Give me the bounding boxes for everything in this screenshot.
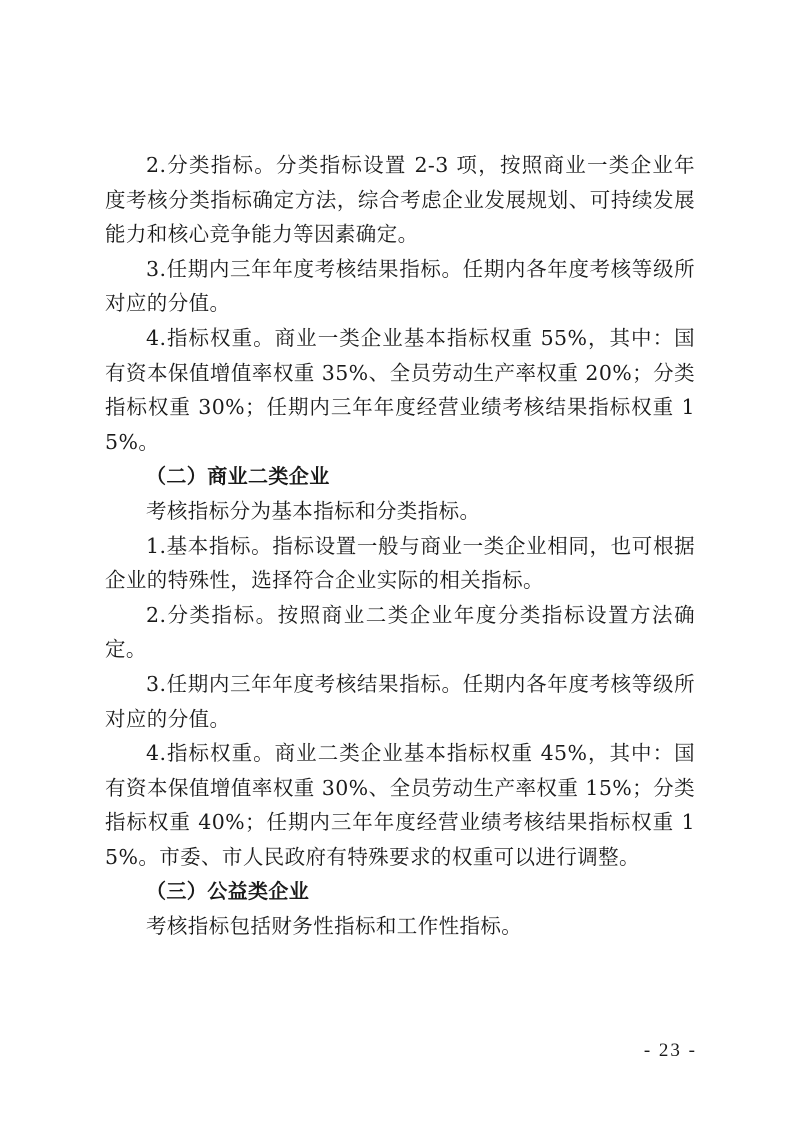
paragraph-weights-2: 4.指标权重。商业二类企业基本指标权重 45%，其中：国有资本保值增值率权重 30%、全员劳动生产率权重 15%；分类指标权重 40%；任期内三年年度经营业绩考核结果指标权重 15%。市委、市人民政府有特殊要求的权重可以进行调整。 — [105, 741, 695, 869]
paragraph-intro-public-welfare: 考核指标包括财务性指标和工作性指标。 — [146, 914, 523, 939]
paragraph-weights-1: 4.指标权重。商业一类企业基本指标权重 55%，其中：国有资本保值增值率权重 35%、全员劳动生产率权重 20%；分类指标权重 30%；任期内三年年度经营业绩考核结果指标权重 15%。 — [105, 325, 695, 454]
paragraph-intro-type-2: 考核指标分为基本指标和分类指标。 — [146, 498, 481, 523]
document-body — [105, 148, 695, 944]
paragraph-term-results-1: 3.任期内三年年度考核结果指标。任期内各年度考核等级所对应的分值。 — [105, 256, 695, 316]
paragraph-term-results-2: 3.任期内三年年度考核结果指标。任期内各年度考核等级所对应的分值。 — [105, 671, 695, 731]
page-number: - 23 - — [643, 1040, 697, 1061]
paragraph-basic-indicators-2: 1.基本指标。指标设置一般与商业一类企业相同，也可根据企业的特殊性，选择符合企业实际的相关指标。 — [105, 533, 695, 593]
section-heading-commercial-type-2: （二）商业二类企业 — [146, 464, 330, 489]
paragraph-category-indicators-1: 2.分类指标。分类指标设置 2-3 项，按照商业一类企业年度考核分类指标确定方法，综合考虑企业发展规划、可持续发展能力和核心竞争能力等因素确定。 — [105, 153, 695, 247]
paragraph-category-indicators-2: 2.分类指标。按照商业二类企业年度分类指标设置方法确定。 — [105, 602, 695, 662]
section-heading-public-welfare: （三）公益类企业 — [146, 879, 310, 904]
